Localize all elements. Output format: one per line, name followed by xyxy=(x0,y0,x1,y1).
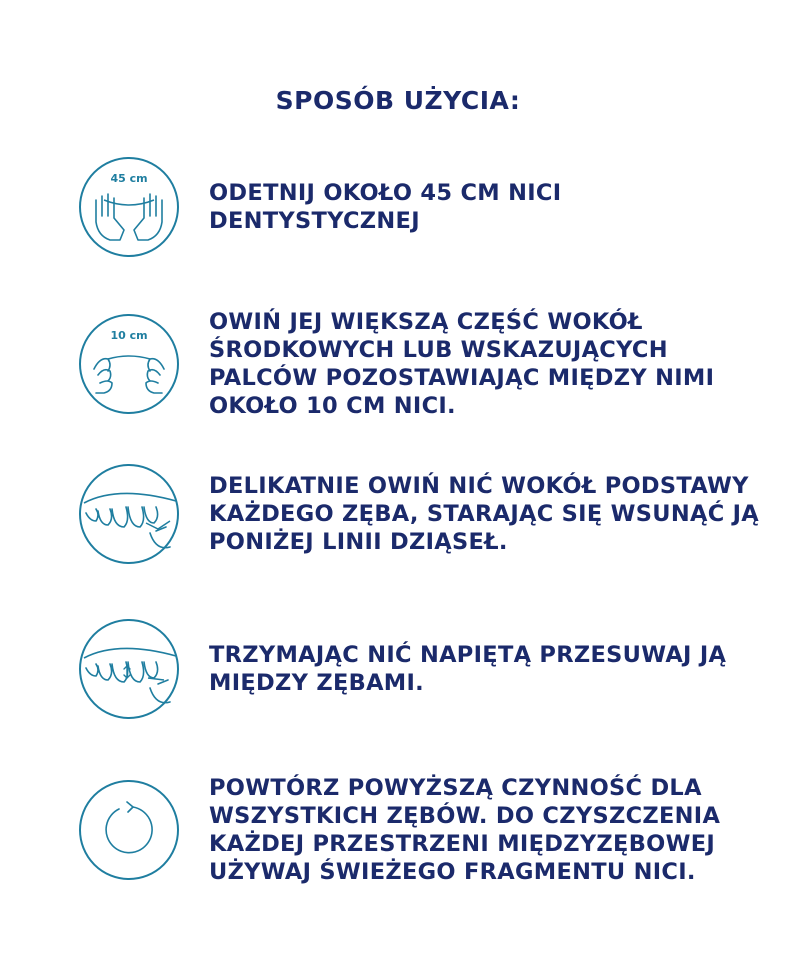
hands-floss-45cm-icon xyxy=(78,156,180,258)
fingers-wrap-10cm-icon xyxy=(78,313,180,415)
step-4 xyxy=(78,618,778,720)
step-3-text: DELIKATNIE OWIŃ NIĆ WOKÓŁ PODSTAWY KAŻDEGO ZĘBA, STARAJĄC SIĘ WSUNĄĆ JĄ PONIŻEJ LINII DZIĄSEŁ. xyxy=(209,473,760,555)
step-3 xyxy=(78,463,778,565)
svg-text:45 cm: 45 cm xyxy=(110,172,148,185)
svg-text:10 cm: 10 cm xyxy=(110,329,148,342)
step-2-text: OWIŃ JEJ WIĘKSZĄ CZĘŚĆ WOKÓŁ ŚRODKOWYCH LUB WSKAZUJĄCYCH PALCÓW POZOSTAWIAJĄC MIĘDZY NIMI OKOŁO 10 CM NICI. xyxy=(209,309,715,419)
step-4-text: TRZYMAJĄC NIĆ NAPIĘTĄ PRZESUWAJ JĄ MIĘDZY ZĘBAMI. xyxy=(209,642,727,696)
teeth-floss-base-icon xyxy=(78,463,180,565)
step-5-text: POWTÓRZ POWYŻSZĄ CZYNNOŚĆ DLA WSZYSTKICH ZĘBÓW. DO CZYSZCZENIA KAŻDEJ PRZESTRZENI MIĘDZYZĘBOWEJ UŻYWAJ ŚWIEŻEGO FRAGMENTU NICI. xyxy=(209,775,721,885)
step-2 xyxy=(78,308,778,420)
step-1 xyxy=(78,156,778,258)
repeat-circle-icon xyxy=(78,779,180,881)
step-5 xyxy=(78,774,778,886)
step-1-text: ODETNIJ OKOŁO 45 CM NICI DENTYSTYCZNEJ xyxy=(209,180,562,234)
page-title: SPOSÓB UŻYCIA: xyxy=(275,86,521,115)
teeth-floss-updown-icon xyxy=(78,618,180,720)
